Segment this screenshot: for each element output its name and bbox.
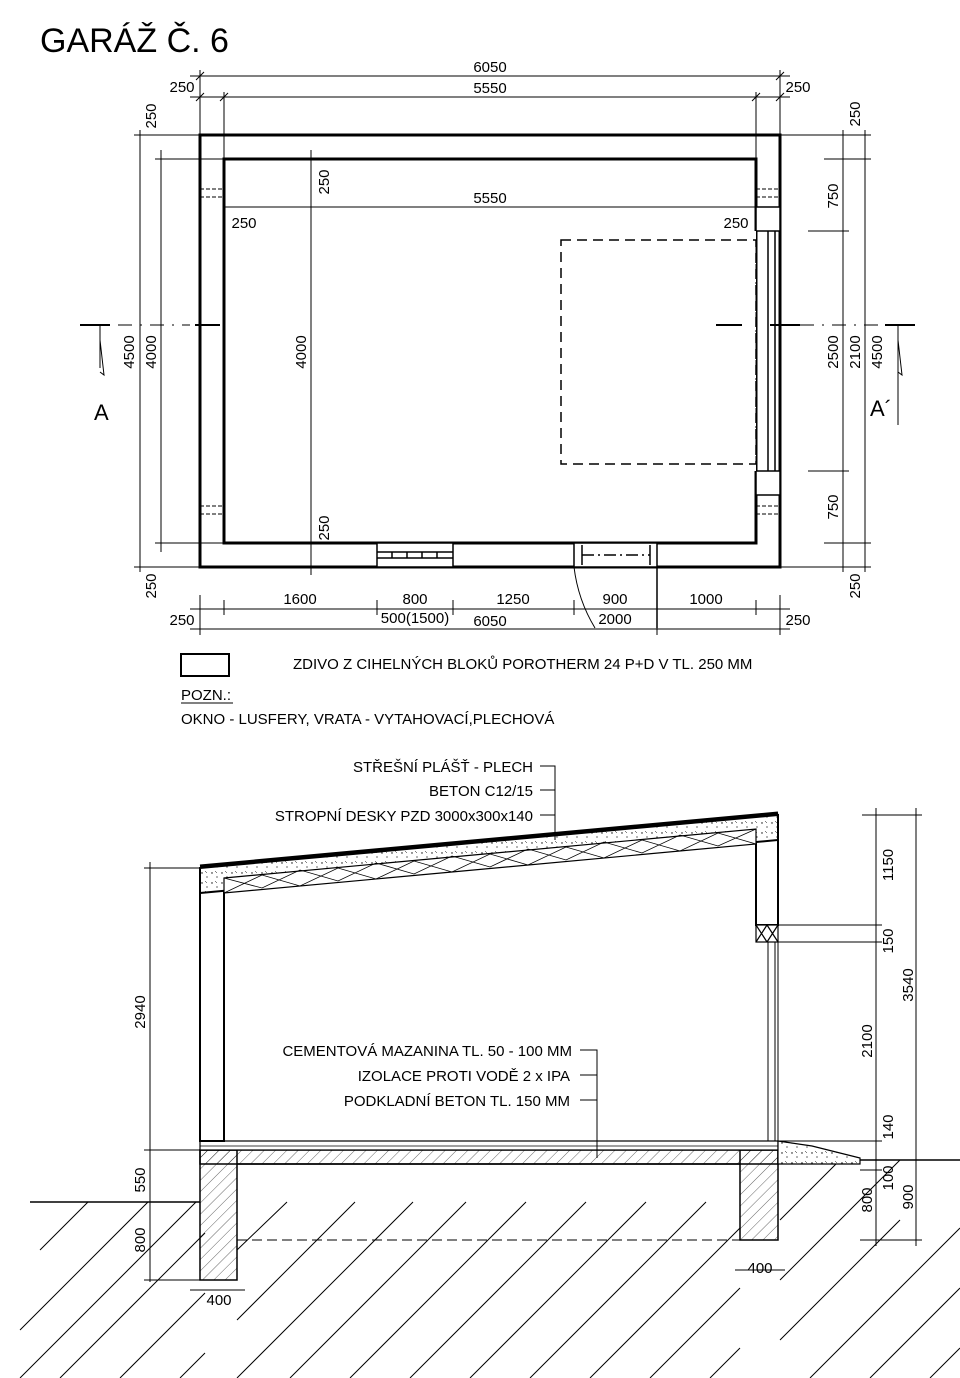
- section-garage-door: [768, 942, 778, 1141]
- roof-label-1: STŘEŠNÍ PLÁŠŤ - PLECH: [352, 759, 533, 776]
- dim-section-footing-right: 400: [747, 1260, 773, 1277]
- dim-inside-left: 250: [231, 215, 257, 232]
- wall-left: [200, 890, 224, 1141]
- floor-label-1: CEMENTOVÁ MAZANINA TL. 50 - 100 MM: [282, 1043, 572, 1060]
- plan-dashed-area: [561, 240, 756, 464]
- legend-wall-swatch: [181, 654, 229, 676]
- dim-section-foundation-right: 800: [859, 1187, 876, 1213]
- dim-section-roof: 1150: [880, 848, 897, 882]
- note-label: POZN.:: [181, 687, 232, 704]
- footing-left: [200, 1150, 237, 1280]
- dim-right-overall: 4500: [869, 335, 886, 369]
- section-line: [80, 325, 915, 425]
- dim-inside-right: 250: [723, 215, 749, 232]
- dim-bottom-5: 1000: [689, 591, 723, 608]
- lintel: [756, 925, 778, 942]
- dim-top-inner: 5550: [473, 80, 507, 97]
- dim-left-overall: 4500: [121, 335, 138, 369]
- dim-section-footing-left: 400: [206, 1292, 232, 1309]
- note-text: OKNO - LUSFERY, VRATA - VYTAHOVACÍ,PLECHOVÁ: [181, 711, 555, 728]
- dim-bottom-3: 1250: [496, 591, 530, 608]
- section-label-a-prime: A´: [870, 396, 892, 421]
- plan-wall-marks: [200, 189, 780, 514]
- dim-bottom-2: 800: [402, 591, 428, 608]
- dim-right-wall-top: 250: [847, 101, 864, 127]
- roof-label-2: BETON C12/15: [429, 783, 533, 800]
- section-label-a: A: [94, 400, 109, 425]
- dim-section-height: 2940: [132, 995, 149, 1029]
- roof-label-3: STROPNÍ DESKY PZD 3000x300x140: [274, 808, 533, 825]
- dim-bottom-right-wall: 250: [785, 612, 811, 629]
- dim-bottom-2-sub: 500(1500): [380, 610, 450, 627]
- plan-window: [377, 543, 453, 567]
- dim-right-inner: 2100: [847, 335, 864, 369]
- dim-inside-top-wall: 250: [316, 169, 333, 195]
- section-labels: [275, 759, 572, 1110]
- dim-section-depth: 900: [900, 1184, 917, 1210]
- dim-bottom-left-wall: 250: [169, 612, 195, 629]
- dim-section-plinth: 550: [132, 1167, 149, 1193]
- dim-top-left-wall: 250: [169, 79, 195, 96]
- dim-section-step: 100: [880, 1165, 897, 1191]
- floor-slab: [200, 1150, 778, 1164]
- dim-bottom-1: 1600: [283, 591, 317, 608]
- drawing-title: GARÁŽ Č. 6: [40, 22, 229, 60]
- dim-right-wall-bottom: 250: [847, 573, 864, 599]
- dim-inside-height: 4000: [293, 335, 310, 369]
- dim-left-inner: 4000: [143, 335, 160, 369]
- dim-bottom-overall: 6050: [473, 613, 507, 630]
- dim-left-wall-top: 250: [143, 103, 160, 129]
- entrance-ramp: [778, 1141, 860, 1164]
- dim-bottom-door: 2000: [598, 611, 632, 628]
- dim-inside-bottom-wall: 250: [316, 515, 333, 541]
- floor-label-2: IZOLACE PROTI VODĚ 2 x IPA: [357, 1068, 570, 1085]
- dim-right-upper: 750: [825, 183, 842, 209]
- dim-left-wall-bottom: 250: [143, 573, 160, 599]
- dim-section-foundation-left: 800: [132, 1227, 149, 1253]
- dim-right-opening: 2500: [825, 335, 842, 369]
- roof: [200, 813, 778, 893]
- floor-screed: [200, 1141, 778, 1150]
- wall-right: [756, 840, 778, 925]
- dim-inside-width: 5550: [473, 190, 507, 207]
- plan-dim-lines: [134, 70, 871, 635]
- ground-hatching: [20, 1160, 960, 1378]
- dim-bottom-4: 900: [602, 591, 628, 608]
- dim-section-door: 2100: [859, 1024, 876, 1058]
- floor-plan: [80, 70, 915, 635]
- legend: [181, 654, 752, 728]
- dim-top-overall: 6050: [473, 59, 507, 76]
- dim-top-right-wall: 250: [785, 79, 811, 96]
- dim-section-lintel: 150: [880, 928, 897, 954]
- dim-section-floor: 140: [880, 1114, 897, 1140]
- legend-wall-text: ZDIVO Z CIHELNÝCH BLOKŮ POROTHERM 24 P+D V TL. 250 MM: [293, 656, 753, 673]
- dim-section-total: 3540: [900, 968, 917, 1002]
- floor-label-3: PODKLADNÍ BETON TL. 150 MM: [343, 1093, 570, 1110]
- dim-right-lower: 750: [825, 494, 842, 520]
